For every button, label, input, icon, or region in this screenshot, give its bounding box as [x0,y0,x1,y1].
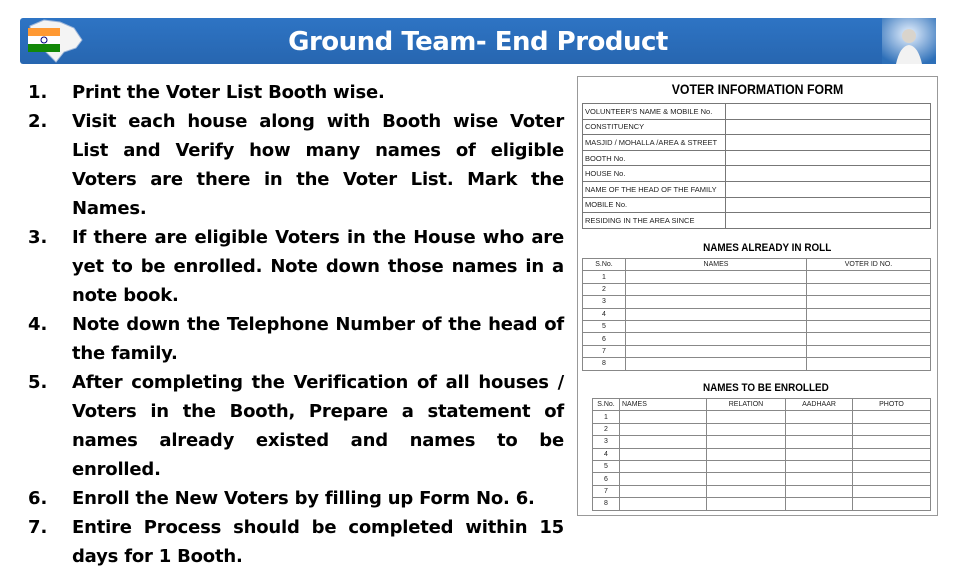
enroll-cell [620,485,707,497]
step-number: 7. [28,517,48,538]
roll-sno: 7 [583,345,626,357]
step-item [28,368,564,484]
roll-voter-id-cell [807,358,931,370]
enroll-cell [786,411,853,423]
step-number: 6. [28,488,48,509]
step-number: 2. [28,111,48,132]
enroll-row [593,448,931,460]
enroll-cell [786,498,853,510]
enroll-row [593,423,931,435]
enroll-cell [786,448,853,460]
enroll-col-names: NAMES [620,399,707,411]
roll-name-cell [626,283,807,295]
info-field-value [726,213,931,229]
info-field-label: NAME OF THE HEAD OF THE FAMILY [583,181,726,197]
enroll-col-photo: PHOTO [853,399,931,411]
step-text: If there are eligible Voters in the House who are yet to be enrolled. Note down those names in a note book. [72,227,564,306]
info-field-label: RESIDING IN THE AREA SINCE [583,213,726,229]
voter-information-form-image [577,76,938,516]
enroll-cell [707,498,786,510]
info-field-label: CONSTITUENCY [583,119,726,135]
enroll-cell [707,473,786,485]
roll-col-voter-id: VOTER ID NO. [807,259,931,271]
enroll-cell [853,498,931,510]
enroll-cell [853,423,931,435]
enroll-sno: 3 [593,436,620,448]
roll-name-cell [626,271,807,283]
info-field-label: VOLUNTEER'S NAME & MOBILE No. [583,104,726,120]
roll-header-row [583,259,931,271]
info-row [583,150,931,166]
enroll-cell [786,473,853,485]
info-row [583,181,931,197]
roll-sno: 4 [583,308,626,320]
info-field-label: HOUSE No. [583,166,726,182]
enroll-cell [853,411,931,423]
info-field-label: MASJID / MOHALLA /AREA & STREET [583,135,726,151]
info-field-value [726,119,931,135]
info-row [583,166,931,182]
enroll-cell [853,485,931,497]
enroll-cell [620,423,707,435]
step-text: After completing the Verification of all houses / Voters in the Booth, Prepare a statement of names already existed and names to be enrolled. [72,372,564,480]
info-fields-table [582,103,931,229]
enroll-cell [786,485,853,497]
steps-list [28,78,564,571]
roll-row [583,271,931,283]
step-number: 5. [28,372,48,393]
roll-sno: 2 [583,283,626,295]
enroll-cell [786,460,853,472]
enroll-cell [707,411,786,423]
roll-section-title: NAMES ALREADY IN ROLL [703,242,832,254]
slide-title: Ground Team- End Product [288,27,668,57]
enroll-sno: 5 [593,460,620,472]
roll-sno: 1 [583,271,626,283]
info-row [583,197,931,213]
step-text: Enroll the New Voters by filling up Form No. 6. [72,488,535,509]
roll-voter-id-cell [807,271,931,283]
info-field-value [726,104,931,120]
step-text: Visit each house along with Booth wise Voter List and Verify how many names of eligible Voters are there in the Voter List. Mark the Names. [72,111,564,219]
roll-name-cell [626,333,807,345]
title-bar [20,18,936,64]
roll-name-cell [626,345,807,357]
enroll-cell [620,498,707,510]
enroll-row [593,460,931,472]
india-map-flag-logo [24,18,86,64]
step-item [28,223,564,310]
info-field-label: BOOTH No. [583,150,726,166]
roll-name-cell [626,320,807,332]
step-item [28,310,564,368]
info-field-value [726,166,931,182]
info-field-value [726,181,931,197]
roll-col-names: NAMES [626,259,807,271]
enroll-sno: 4 [593,448,620,460]
step-text: Note down the Telephone Number of the head of the family. [72,314,564,364]
leader-portrait-photo [882,18,936,64]
enroll-col-relation: RELATION [707,399,786,411]
names-to-enroll-table [592,398,931,511]
enroll-sno: 1 [593,411,620,423]
roll-row [583,296,931,308]
info-row [583,104,931,120]
enroll-cell [707,448,786,460]
info-row [583,135,931,151]
enroll-row [593,498,931,510]
info-row [583,119,931,135]
roll-sno: 5 [583,320,626,332]
enroll-cell [853,448,931,460]
roll-row [583,308,931,320]
enroll-cell [620,473,707,485]
roll-voter-id-cell [807,320,931,332]
enroll-header-row [593,399,931,411]
enroll-sno: 8 [593,498,620,510]
enroll-row [593,473,931,485]
step-text: Print the Voter List Booth wise. [72,82,385,103]
enroll-sno: 7 [593,485,620,497]
roll-voter-id-cell [807,345,931,357]
step-item [28,107,564,223]
enroll-sno: 6 [593,473,620,485]
enroll-col-sno: S.No. [593,399,620,411]
enroll-sno: 2 [593,423,620,435]
form-title: VOTER INFORMATION FORM [671,81,844,97]
enroll-row [593,485,931,497]
info-field-value [726,150,931,166]
roll-voter-id-cell [807,283,931,295]
enroll-cell [853,460,931,472]
step-number: 3. [28,227,48,248]
enroll-col-aadhaar: AADHAAR [786,399,853,411]
info-row [583,213,931,229]
enroll-cell [853,436,931,448]
step-item [28,484,564,513]
enroll-cell [620,448,707,460]
roll-voter-id-cell [807,296,931,308]
roll-row [583,345,931,357]
enroll-cell [786,423,853,435]
enroll-cell [786,436,853,448]
roll-name-cell [626,358,807,370]
enroll-cell [707,436,786,448]
info-field-value [726,135,931,151]
enroll-cell [853,473,931,485]
roll-voter-id-cell [807,333,931,345]
roll-name-cell [626,308,807,320]
info-field-label: MOBILE No. [583,197,726,213]
enroll-row [593,411,931,423]
roll-sno: 8 [583,358,626,370]
roll-col-sno: S.No. [583,259,626,271]
enroll-cell [620,411,707,423]
step-number: 4. [28,314,48,335]
roll-sno: 3 [583,296,626,308]
roll-row [583,333,931,345]
info-field-value [726,197,931,213]
enroll-row [593,436,931,448]
names-in-roll-table [582,258,931,371]
step-item [28,78,564,107]
roll-voter-id-cell [807,308,931,320]
step-number: 1. [28,82,48,103]
roll-name-cell [626,296,807,308]
step-text: Entire Process should be completed within 15 days for 1 Booth. [72,517,564,567]
roll-sno: 6 [583,333,626,345]
enroll-section-title: NAMES TO BE ENROLLED [702,382,829,394]
roll-row [583,283,931,295]
enroll-cell [620,436,707,448]
enroll-cell [707,460,786,472]
roll-row [583,358,931,370]
roll-row [583,320,931,332]
enroll-cell [707,423,786,435]
enroll-cell [707,485,786,497]
enroll-cell [620,460,707,472]
step-item [28,513,564,571]
